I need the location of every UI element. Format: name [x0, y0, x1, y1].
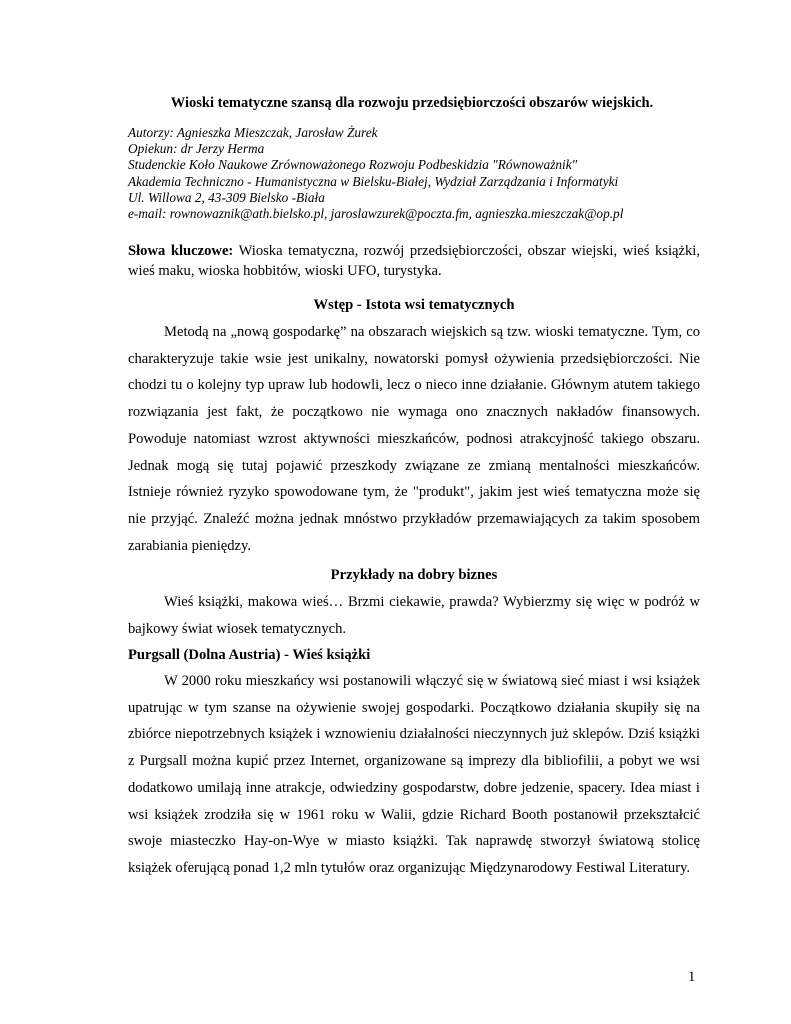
keywords-text: Wioska tematyczna, rozwój przedsiębiorczości, obszar wiejski, wieś książki, wieś maku, wioska hobbitów, wioski UFO, turystyka. — [128, 243, 700, 279]
student-club-line: Studenckie Koło Naukowe Zrównoważonego Rozwoju Podbeskidzia "Równoważnik" — [128, 157, 578, 173]
document-title: Wioski tematyczne szansą dla rozwoju przedsiębiorczości obszarów wiejskich. — [170, 95, 654, 111]
paragraph-intro: Metodą na „nową gospodarkę” na obszarach wiejskich są tzw. wioski tematyczne. Tym, co charakteryzuje takie wsie jest unikalny, nowatorski pomysł ożywienia przedsiębiorczości. Nie chodzi tu o kolejny typ upraw lub hodowli, lecz o nieco inne działanie. Głównym atutem takiego rozwiązania jest fakt, że początkowo nie wymaga ono znacznych nakładów finansowych. Powoduje natomiast wzrost aktywności mieszkańców, podnosi atrakcyjność takiego obszaru. Jednak mogą się tutaj pojawić przeszkody związane ze zmianą mentalności mieszkańców. Istnieje również ryzyko spowodowane tym, że "produkt", jakim jest wieś tematyczna może się nie przyjąć. Znaleźć można jednak mnóstwo przykładów przemawiających za takim sposobem zarabiania pieniędzy. — [128, 324, 700, 554]
section-heading-examples: Przykłady na dobry biznes — [330, 567, 498, 583]
section-heading-purgsall: Purgsall (Dolna Austria) - Wieś książki — [128, 647, 371, 663]
page-number: 1 — [688, 969, 696, 985]
address-line: Ul. Willowa 2, 43-309 Bielsko -Biała — [128, 189, 325, 205]
email-line: e-mail: rownowaznik@ath.bielsko.pl, jaroslawzurek@poczta.fm, agnieszka.mieszczak@op.pl — [128, 206, 624, 222]
paragraph-examples: Wieś książki, makowa wieś… Brzmi ciekawie, prawda? Wybierzmy się więc w podróż w bajkowy świat wiosek tematycznych. — [128, 594, 700, 637]
academy-line: Akademia Techniczno - Humanistyczna w Bielsku-Białej, Wydział Zarządzania i Informatyki — [128, 173, 619, 189]
author-info — [128, 125, 708, 222]
keywords-block — [128, 241, 700, 281]
supervisor-line: Opiekun: dr Jerzy Herma — [128, 141, 265, 157]
authors-line: Autorzy: Agnieszka Mieszczak, Jarosław Żurek — [128, 125, 378, 140]
paragraph-purgsall: W 2000 roku mieszkańcy wsi postanowili włączyć się w światową sieć miast i wsi książek upatrując w tym szanse na ożywienie swojej gospodarki. Początkowo działania skupiły się na zbiórce niepotrzebnych książek i wznowieniu działalności nieczynnych już sklepów. Dziś książki z Purgsall można kupić przez Internet, organizowane są imprezy dla bibliofilii, a pobyt we wsi dodatkowo umilają inne atrakcje, odwiedziny gospodarstw, dobre jedzenie, spacery. Idea miast i wsi książek zrodziła się w 1961 roku w Walii, gdzie Richard Booth postanowił przekształcić swoje miasteczko Hay-on-Wye w miasto książki. Tak naprawdę stworzył światową stolicę książek oferującą ponad 1,2 mln tytułów oraz organizując Międzynarodowy Festiwal Literatury. — [128, 673, 700, 876]
section-heading-intro: Wstęp - Istota wsi tematycznych — [313, 297, 515, 313]
keywords-label: Słowa kluczowe: — [128, 243, 234, 259]
